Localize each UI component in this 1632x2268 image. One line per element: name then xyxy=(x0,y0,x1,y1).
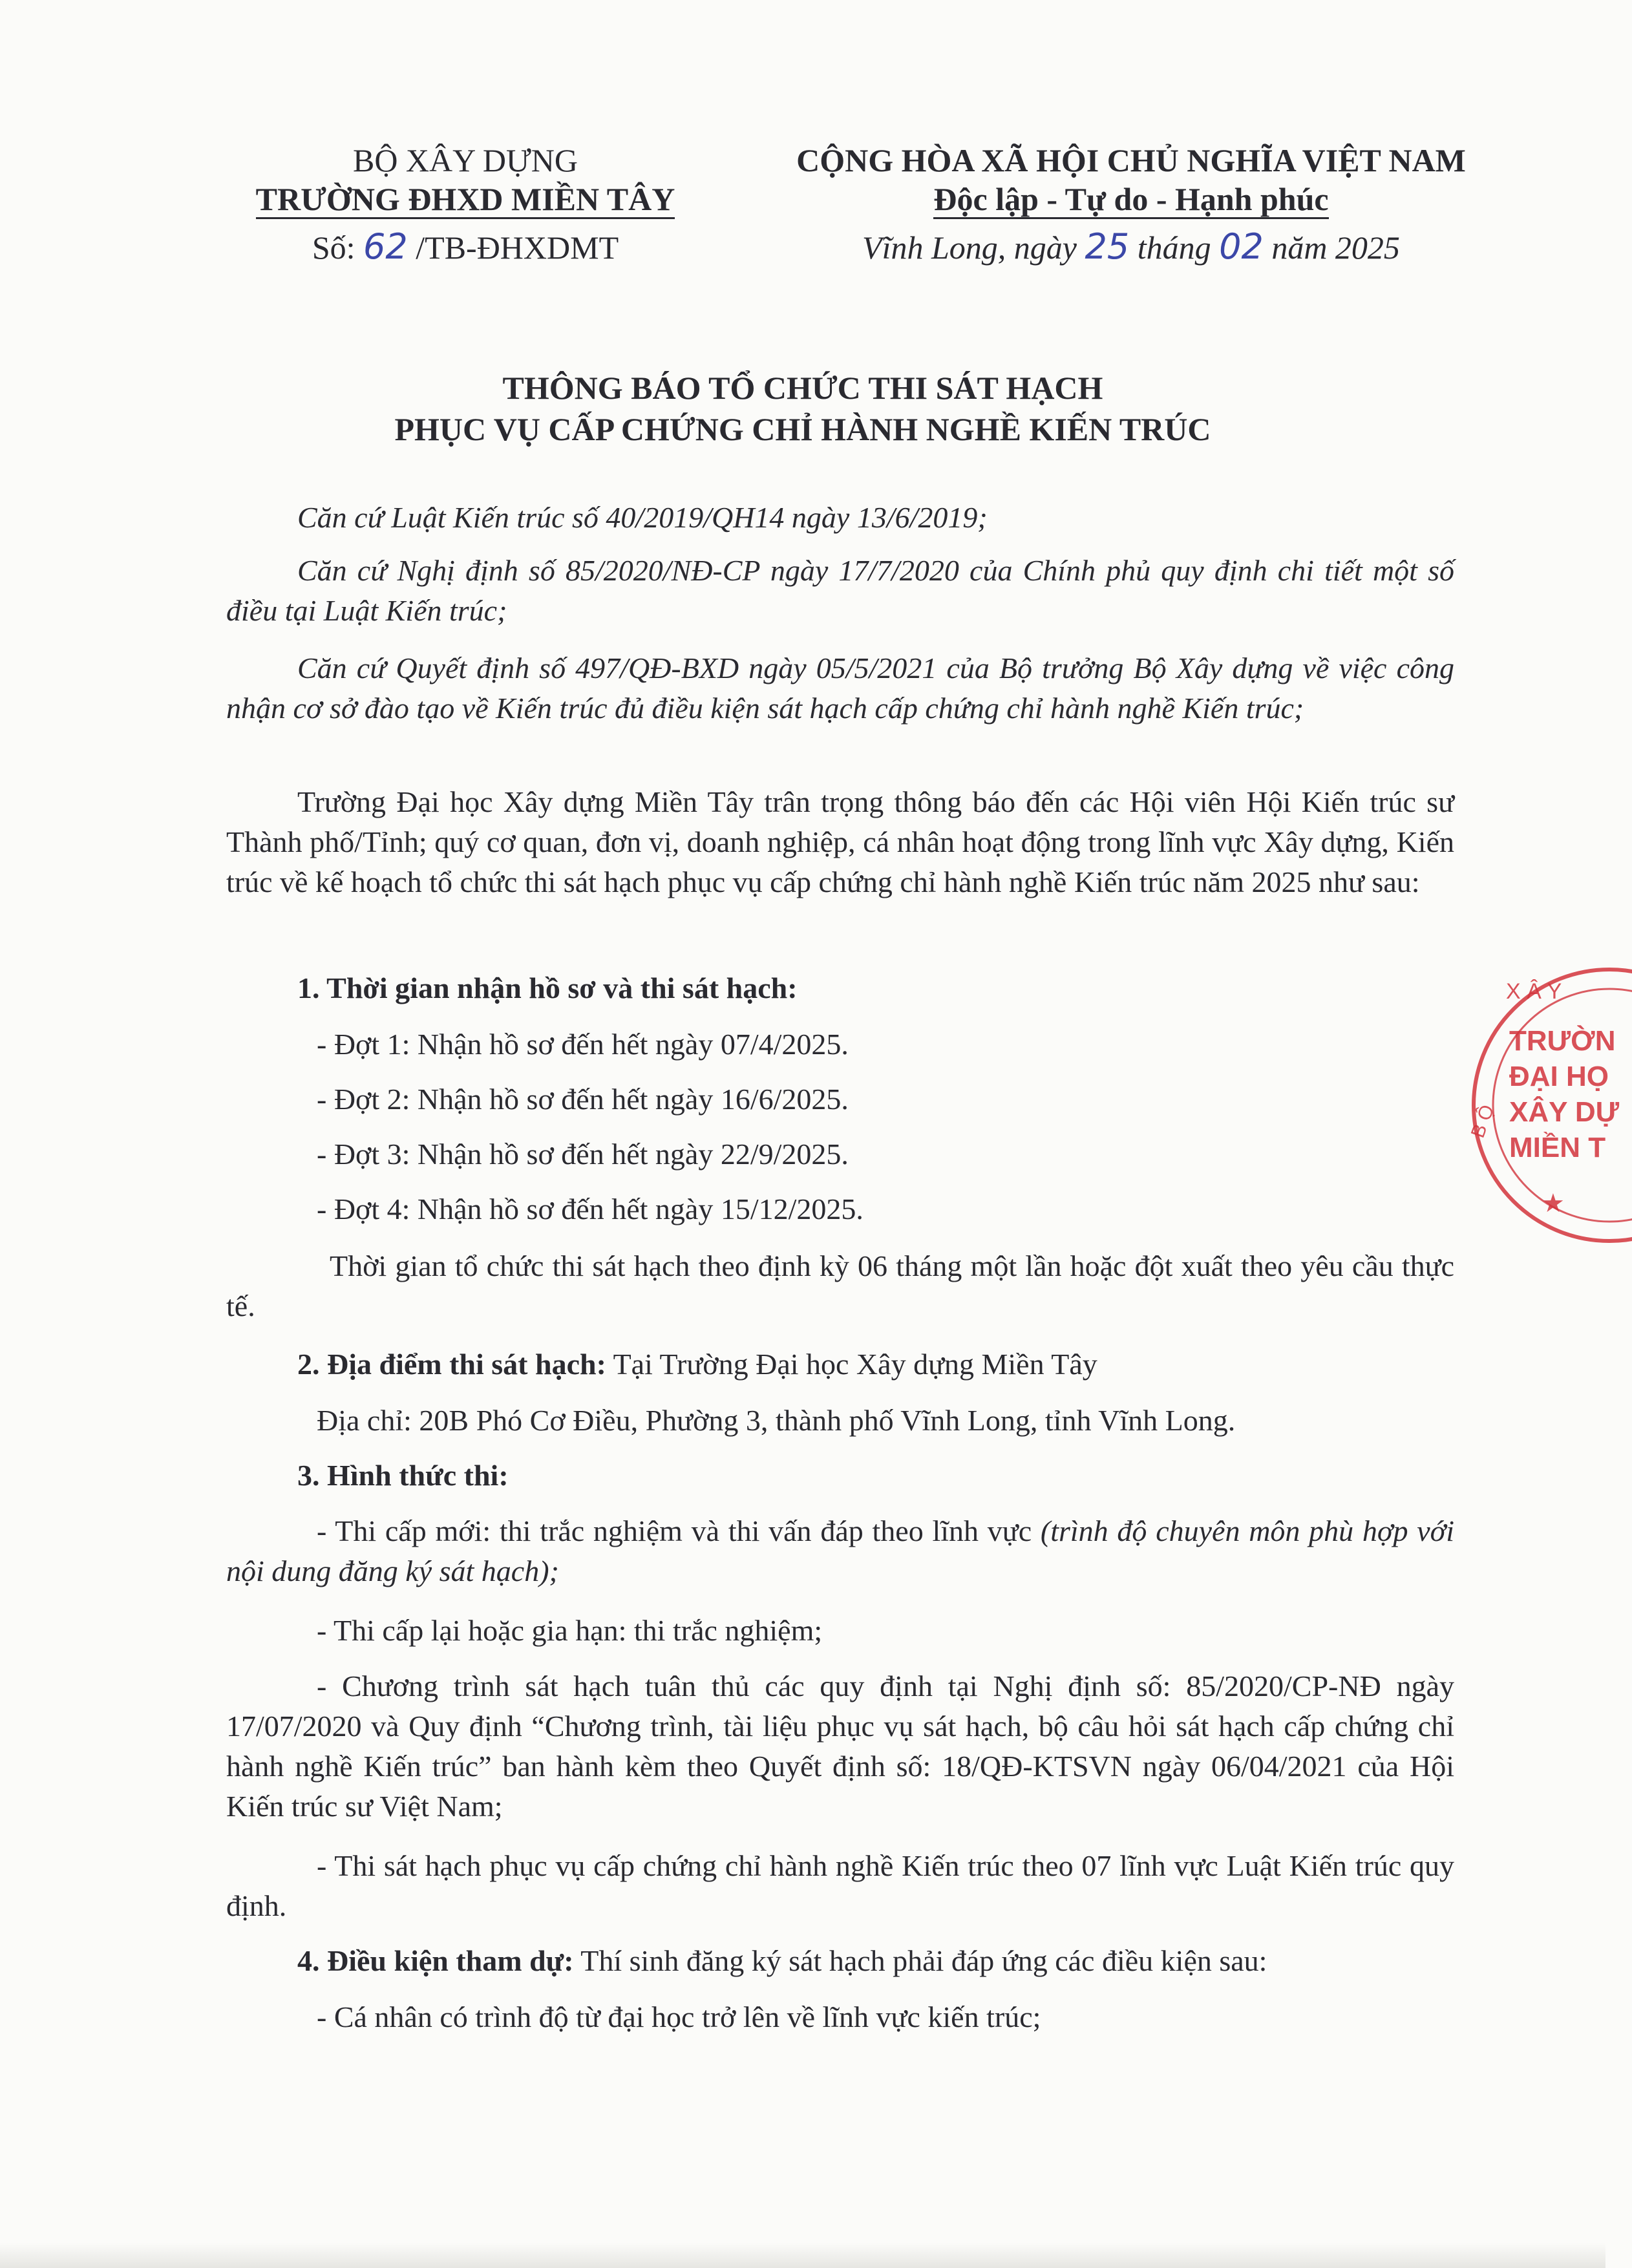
section-3-item-4: - Thi sát hạch phục vụ cấp chứng chỉ hành nghề Kiến trúc theo 07 lĩnh vực Luật Kiến trúc quy định. xyxy=(226,1849,1454,1922)
date-place: Vĩnh Long, ngày xyxy=(862,229,1077,266)
date-month-label: tháng xyxy=(1137,229,1211,266)
seal-text-top: X Â Y xyxy=(1506,979,1562,1004)
basis-3: Căn cứ Quyết định số 497/QĐ-BXD ngày 05/5/2021 của Bộ trưởng Bộ Xây dựng về việc công nhận cơ sở đào tạo về Kiến trúc đủ điều kiện sát hạch cấp chứng chỉ hành nghề Kiến trúc; xyxy=(226,652,1454,725)
section-1-note: Thời gian tổ chức thi sát hạch theo định kỳ 06 tháng một lần hoặc đột xuất theo yêu cầu thực tế. xyxy=(226,1249,1454,1322)
scan-bottom-edge xyxy=(0,2243,1606,2268)
section-1-item-3: - Đợt 3: Nhận hồ sơ đến hết ngày 22/9/2025. xyxy=(317,1138,849,1171)
section-4-item-1: - Cá nhân có trình độ từ đại học trở lên về lĩnh vực kiến trúc; xyxy=(317,2000,1041,2033)
section-1-item-4: - Đợt 4: Nhận hồ sơ đến hết ngày 15/12/2025. xyxy=(317,1192,864,1225)
ministry-name: BỘ XÂY DỰNG xyxy=(352,142,578,178)
date-day: 25 xyxy=(1085,226,1130,267)
section-3-item-1-italic: (trình độ chuyên môn phù hợp với nội dung đăng ký sát hạch); xyxy=(226,1514,1454,1587)
section-1-item-2: - Đợt 2: Nhận hồ sơ đến hết ngày 16/6/2025. xyxy=(317,1083,849,1116)
school-seal xyxy=(1432,960,1632,1244)
header-left xyxy=(220,141,711,267)
section-2 xyxy=(297,1344,1097,1384)
number-handwritten: 62 xyxy=(363,226,408,267)
section-3-item-2: - Thi cấp lại hoặc gia hạn: thi trắc nghiệm; xyxy=(317,1614,823,1647)
section-3-item-3: - Chương trình sát hạch tuân thủ các quy định tại Nghị định số: 85/2020/CP-NĐ ngày 17/07/2020 và Quy định “Chương trình, tài liệu phục vụ sát hạch, bộ câu hỏi sát hạch cấp chứng chỉ hành nghề Kiến trúc” ban hành kèm theo Quyết định số: 18/QĐ-KTSVN ngày 06/04/2021 của Hội Kiến trúc sư Việt Nam; xyxy=(226,1669,1454,1823)
seal-text-3: XÂY DỰ xyxy=(1509,1096,1620,1128)
section-4 xyxy=(297,1941,1267,1981)
section-1-item-1: - Đợt 1: Nhận hồ sơ đến hết ngày 07/4/2025. xyxy=(317,1028,849,1061)
document-title xyxy=(0,367,1606,450)
date-line xyxy=(763,228,1500,267)
school-name-text: TRƯỜNG ĐHXD MIỀN TÂY xyxy=(256,181,675,219)
seal-text-4: MIỀN T xyxy=(1509,1132,1606,1163)
number-suffix: /TB-ĐHXDMT xyxy=(416,229,619,266)
seal-text-1: TRƯỜN xyxy=(1509,1025,1616,1057)
intro-paragraph: Trường Đại học Xây dựng Miền Tây trân trọng thông báo đến các Hội viên Hội Kiến trúc sư Thành phố/Tỉnh; quý cơ quan, đơn vị, doanh nghiệp, cá nhân hoạt động trong lĩnh vực Xây dựng, Kiến trúc về kế hoạch tổ chức thi sát hạch phục vụ cấp chứng chỉ hành nghề Kiến trúc năm 2025 như sau: xyxy=(226,785,1454,898)
date-year: năm 2025 xyxy=(1271,229,1400,266)
seal-text-2: ĐẠI HỌ xyxy=(1509,1061,1609,1092)
section-4-heading: 4. Điều kiện tham dự: xyxy=(297,1944,574,1977)
section-4-value: Thí sinh đăng ký sát hạch phải đáp ứng các điều kiện sau: xyxy=(580,1944,1267,1977)
title-line-1: THÔNG BÁO TỔ CHỨC THI SÁT HẠCH xyxy=(502,370,1103,406)
title-line-2: PHỤC VỤ CẤP CHỨNG CHỈ HÀNH NGHỀ KIẾN TRÚC xyxy=(394,411,1211,447)
section-2-value: Tại Trường Đại học Xây dựng Miền Tây xyxy=(613,1348,1097,1381)
header-right xyxy=(763,141,1500,267)
section-3-heading: 3. Hình thức thi: xyxy=(297,1459,509,1492)
school-name xyxy=(220,180,711,218)
section-2-address: Địa chỉ: 20B Phó Cơ Điều, Phường 3, thành phố Vĩnh Long, tỉnh Vĩnh Long. xyxy=(317,1404,1236,1437)
motto xyxy=(763,180,1500,218)
number-prefix: Số: xyxy=(312,229,355,266)
seal-text-side: B Ộ xyxy=(1467,1102,1499,1141)
basis-1: Căn cứ Luật Kiến trúc số 40/2019/QH14 ngày 13/6/2019; xyxy=(297,501,988,534)
section-3-item-1-text: - Thi cấp mới: thi trắc nghiệm và thi vấn đáp theo lĩnh vực xyxy=(317,1514,1032,1547)
document-number xyxy=(220,228,711,267)
section-2-heading: 2. Địa điểm thi sát hạch: xyxy=(297,1348,606,1381)
basis-2: Căn cứ Nghị định số 85/2020/NĐ-CP ngày 17/7/2020 của Chính phủ quy định chi tiết một số điều tại Luật Kiến trúc; xyxy=(226,554,1454,627)
seal-star-icon: ★ xyxy=(1542,1189,1565,1218)
section-3-item-1 xyxy=(226,1511,1454,1591)
motto-text: Độc lập - Tự do - Hạnh phúc xyxy=(933,181,1328,219)
date-month: 02 xyxy=(1219,226,1264,267)
section-1-heading: 1. Thời gian nhận hồ sơ và thi sát hạch: xyxy=(297,971,798,1004)
country-name: CỘNG HÒA XÃ HỘI CHỦ NGHĨA VIỆT NAM xyxy=(796,142,1466,178)
